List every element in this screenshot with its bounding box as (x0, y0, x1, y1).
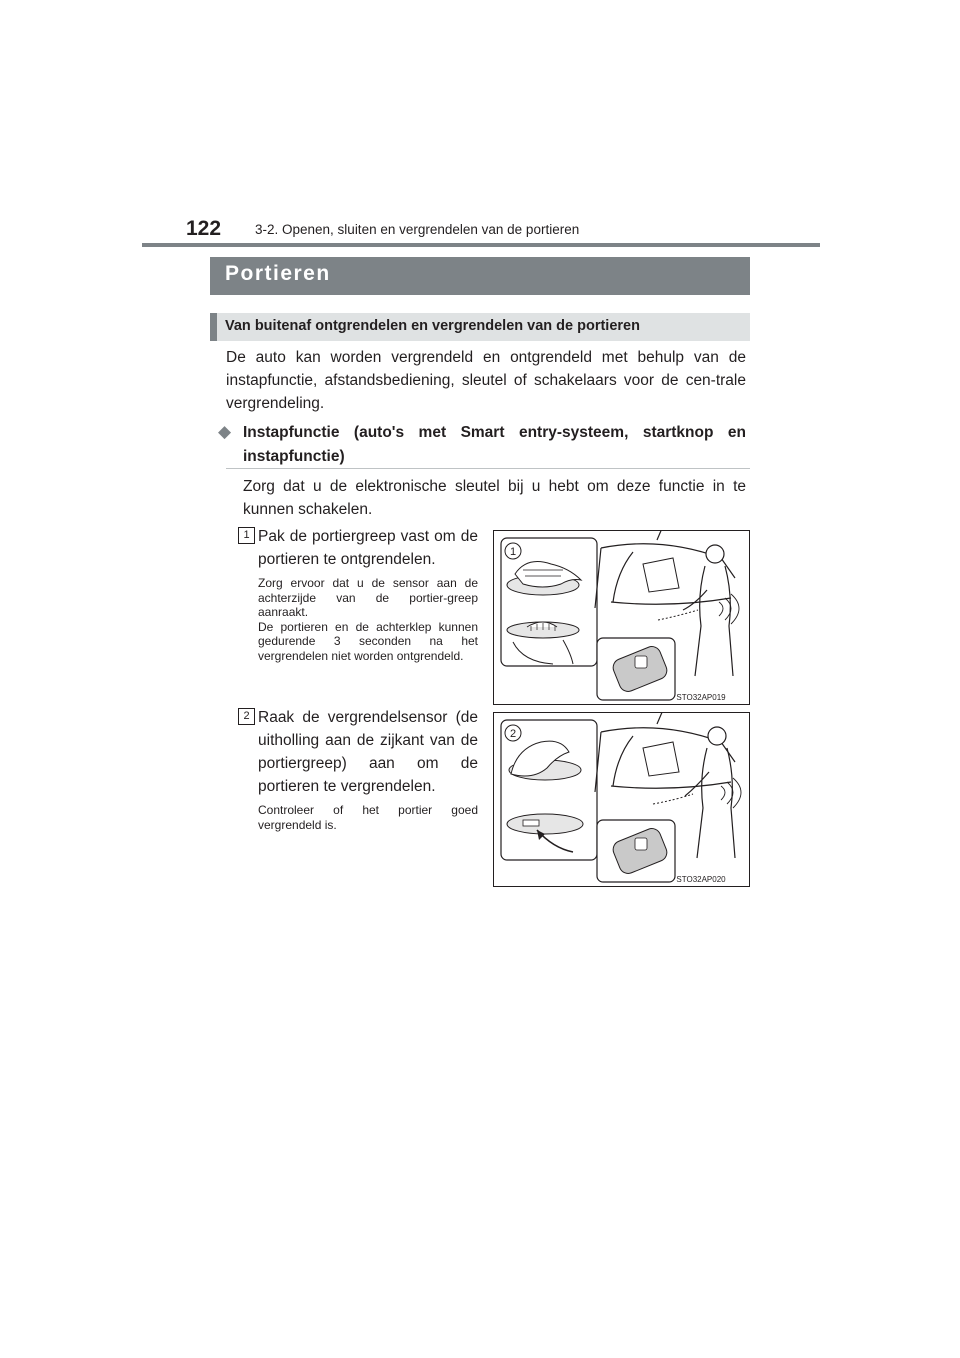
diamond-bullet-icon: ◆ (218, 422, 232, 441)
step-1-text: Pak de portiergreep vast om de portieren te ontgrendelen. (258, 528, 478, 568)
instapfunctie-heading: Instapfunctie (auto's met Smart entry-systeem, startknop en instapfunctie) (243, 424, 746, 465)
page-number: 122 (186, 217, 222, 240)
section-header: 3-2. Openen, sluiten en vergrendelen van de portieren (255, 222, 580, 237)
figure-lock-drawing (493, 712, 750, 887)
intro-paragraph: De auto kan worden vergrendeld en ontgrendeld met behulp van de instapfunctie, afstandsbediening, sleutel of schakelaars voor de cen-trale vergrendeling. (226, 349, 746, 412)
subsection-accent (210, 313, 217, 341)
page-title: Portieren (225, 262, 331, 285)
person-head-2 (708, 727, 726, 745)
lock-sensor-handle (507, 814, 583, 834)
figure-2-label: 2 (509, 728, 517, 740)
figure-unlock (493, 530, 750, 705)
figure-lock (493, 712, 750, 887)
figure-unlock-drawing (493, 530, 750, 705)
person-head (706, 545, 724, 563)
subsection-title: Van buitenaf ontgrendelen en vergrendelen van de portieren (225, 318, 640, 334)
step-1-number: 1 (238, 527, 255, 544)
step-2-note: Controleer of het portier goed vergrendeld is. (258, 803, 478, 832)
figure-1-code: STO32AP019 (676, 693, 726, 702)
figure-2-code: STO32AP020 (676, 875, 726, 884)
header-divider (142, 243, 820, 247)
figure-1-label: 1 (509, 546, 517, 558)
lock-sensor-recess (523, 820, 539, 826)
step-2-text: Raak de vergrendelsensor (de uitholling aan de zijkant van de portiergreep) aan om de portieren te vergrendelen. (258, 709, 478, 795)
heading-divider (226, 468, 750, 469)
instapfunctie-paragraph: Zorg dat u de elektronische sleutel bij u hebt om deze functie in te kunnen schakelen. (243, 478, 746, 518)
step-2-number: 2 (238, 708, 255, 725)
step-1-note-text: Zorg ervoor dat u de sensor aan de achterzijde van de portier-greep aanraakt. De portieren en de achterklep kunnen gedurende 3 seconden na het vergrendelen niet worden ontgrendeld. (258, 576, 478, 663)
step-1-note (258, 576, 478, 663)
